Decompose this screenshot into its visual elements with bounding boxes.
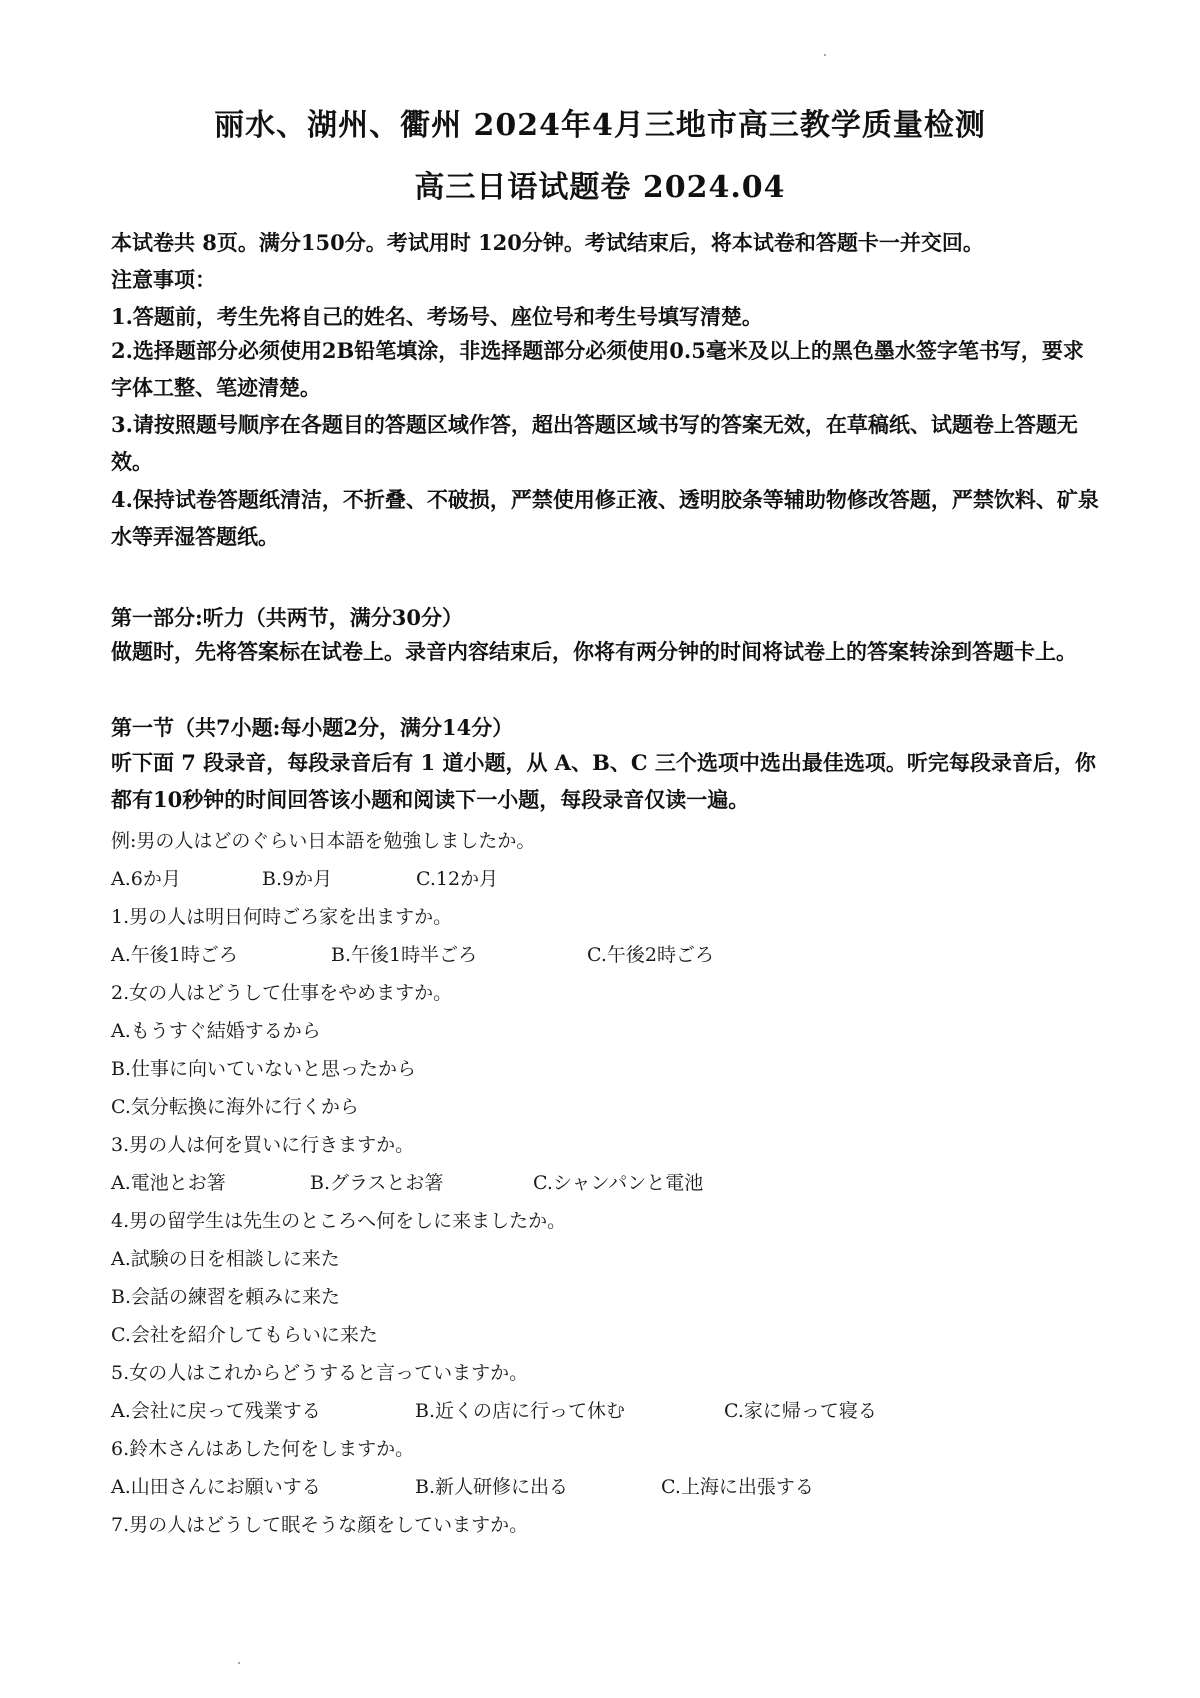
q6-option-a: A.山田さんにお願いする [111,1476,321,1498]
question-2: 2.女の人はどうして仕事をやめますか。 [111,982,453,1004]
notice-rule-3: 3.请按照题号顺序在各题目的答题区域作答，超出答题区域书写的答案无效，在草稿纸、试题卷上答题无效。 [111,412,1078,474]
example-option-a: A.6か月 [111,868,181,890]
question-3: 3.男の人は何を買いに行きますか。 [111,1134,415,1156]
example-question: 例:男の人はどのぐらい日本語を勉強しましたか。 [111,830,536,852]
q5-option-b: B.近くの店に行って休む [415,1400,626,1422]
question-1: 1.男の人は明日何時ごろ家を出ますか。 [111,906,453,928]
question-5: 5.女の人はこれからどうすると言っていますか。 [111,1362,529,1384]
notice-rule-1: 1.答题前，考生先将自己的姓名、考场号、座位号和考生号填写清楚。 [111,304,763,329]
q1-option-b: B.午後1時半ごろ [331,944,478,966]
section1-instruction: 听下面 7 段录音，每段录音后有 1 道小题，从 A、B、C 三个选项中选出最佳选项。听完每段录音后，你都有10秒钟的时间回答该小题和阅读下一小题，每段录音仅读一遍。 [111,750,1096,812]
part1-instruction: 做题时，先将答案标在试卷上。录音内容结束后，你将有两分钟的时间将试卷上的答案转涂到答题卡上。 [111,639,1077,664]
q3-option-b: B.グラスとお箸 [310,1172,444,1194]
question-6: 6.鈴木さんはあした何をしますか。 [111,1438,415,1460]
scan-speck [238,1662,240,1664]
example-option-c: C.12か月 [416,868,499,890]
question-7: 7.男の人はどうして眠そうな顔をしていますか。 [111,1514,529,1536]
q3-option-c: C.シャンパンと電池 [533,1172,704,1194]
notice-rule-2: 2.选择题部分必须使用2B铅笔填涂，非选择题部分必须使用0.5毫米及以上的黑色墨水签字笔书写，要求字体工整、笔迹清楚。 [111,338,1084,400]
q6-option-c: C.上海に出張する [661,1476,814,1498]
q5-option-c: C.家に帰って寝る [724,1400,877,1422]
exam-title: 丽水、湖州、衢州 2024年4月三地市高三教学质量检测 [214,108,986,143]
q3-option-a: A.電池とお箸 [111,1172,226,1194]
q4-option-a: A.試験の日を相談しに来た [111,1248,340,1270]
q6-option-b: B.新人研修に出る [415,1476,569,1498]
notice-heading: 注意事项： [111,267,216,292]
q4-option-c: C.会社を紹介してもらいに来た [111,1324,378,1346]
q2-option-b: B.仕事に向いていないと思ったから [111,1058,417,1080]
exam-subtitle: 高三日语试题卷 2024.04 [414,170,786,205]
q1-option-c: C.午後2時ごろ [587,944,714,966]
question-4: 4.男の留学生は先生のところへ何をしに来ましたか。 [111,1210,567,1232]
notice-rule-4: 4.保持试卷答题纸清洁，不折叠、不破损，严禁使用修正液、透明胶条等辅助物修改答题，严禁饮料、矿泉水等弄湿答题纸。 [111,487,1099,549]
section1-heading: 第一节（共7小题:每小题2分，满分14分） [111,715,514,740]
q4-option-b: B.会話の練習を頼みに来た [111,1286,341,1308]
scan-speck [824,54,826,56]
q2-option-c: C.気分転換に海外に行くから [111,1096,359,1118]
example-option-b: B.9か月 [262,868,333,890]
part1-heading: 第一部分:听力（共两节，满分30分） [111,605,463,630]
q5-option-a: A.会社に戻って残業する [111,1400,321,1422]
exam-summary: 本试卷共 8页。满分150分。考试用时 120分钟。考试结束后，将本试卷和答题卡一并交回。 [111,230,984,255]
q2-option-a: A.もうすぐ結婚するから [111,1020,321,1042]
q1-option-a: A.午後1時ごろ [111,944,238,966]
